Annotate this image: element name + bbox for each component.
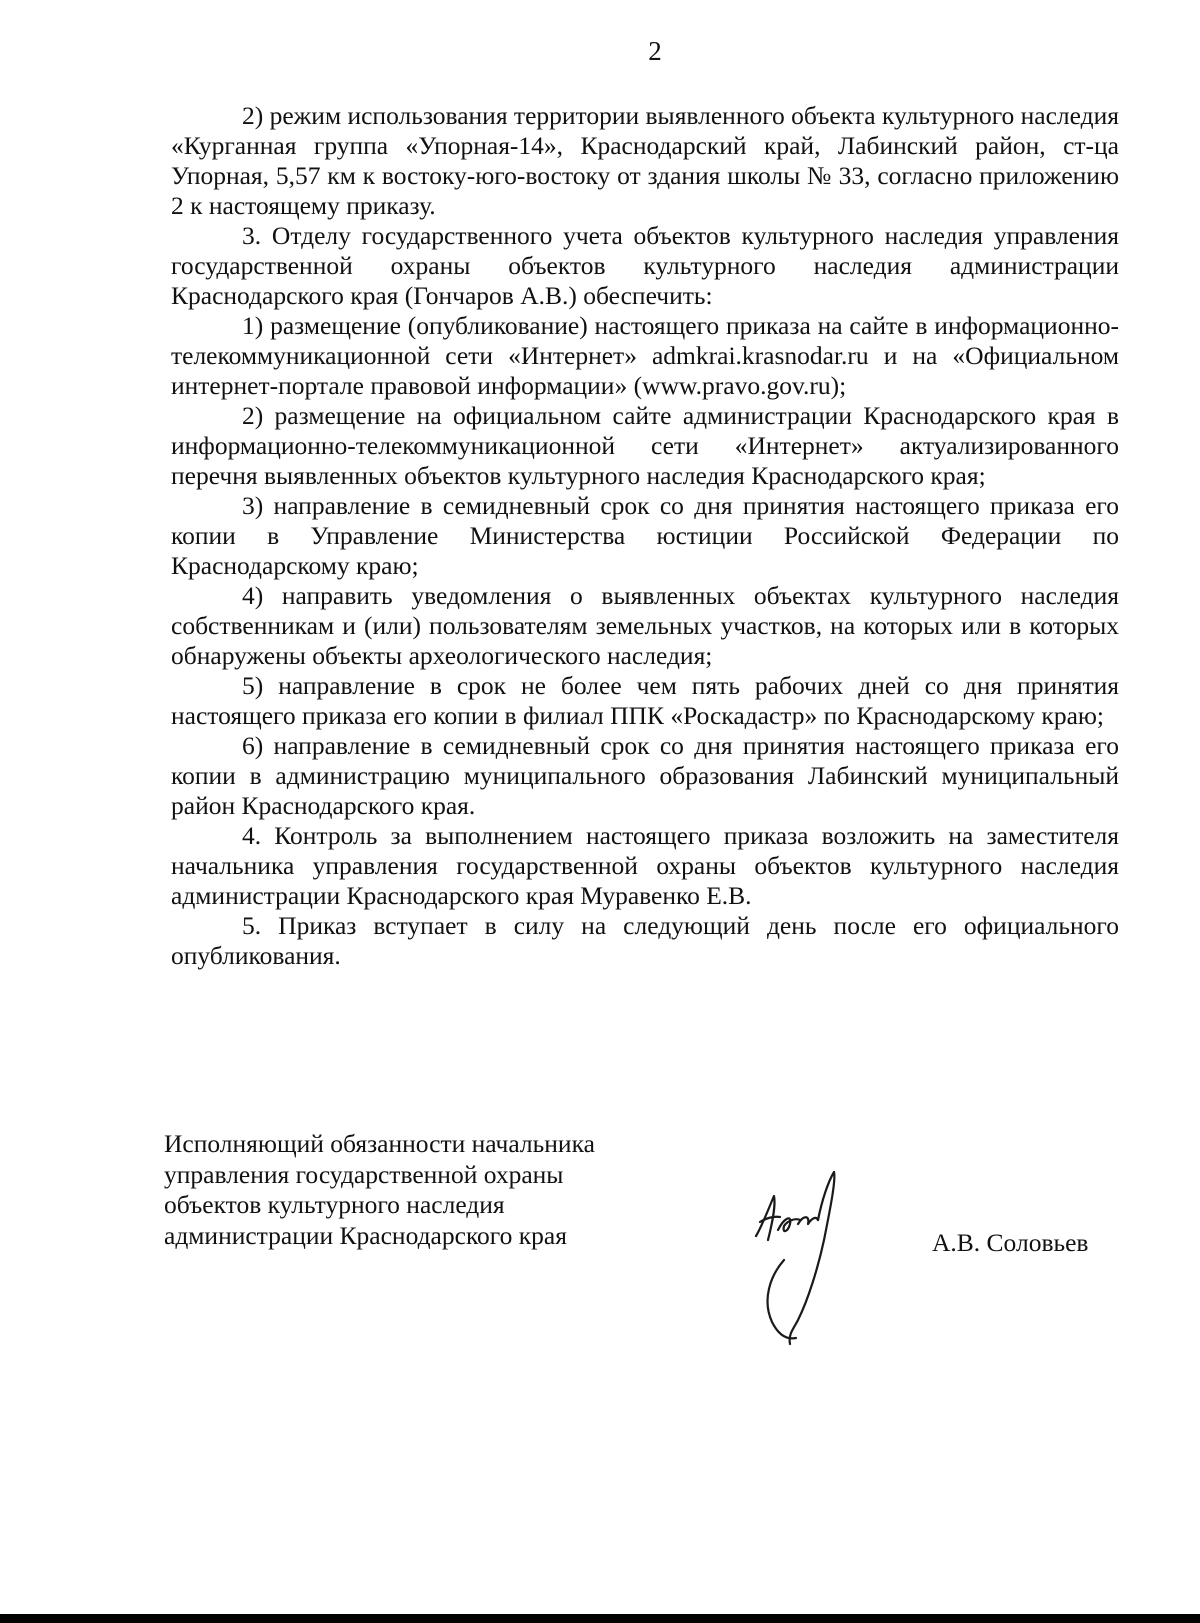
signatory-position-line: Исполняющий обязанности начальника xyxy=(164,1129,595,1158)
paragraph-clause-3-item-4: 4) направить уведомления о выявленных объектах культурного наследия собственникам и (или) пользователям земельных участков, на которых или в которых обнаружены объекты археологического наследия; xyxy=(171,581,1119,670)
document-body xyxy=(171,101,1119,971)
paragraph-clause-3-item-5: 5) направление в срок не более чем пять рабочих дней со дня принятия настоящего приказа его копии в филиал ППК «Роскадастр» по Краснодарскому краю; xyxy=(171,671,1119,730)
handwritten-signature-icon xyxy=(752,1170,848,1350)
paragraph-clause-4: 4. Контроль за выполнением настоящего приказа возложить на заместителя начальника управления государственной охраны объектов культурного наследия администрации Краснодарского края Муравенко Е.В. xyxy=(171,821,1119,910)
page-number: 2 xyxy=(648,36,662,66)
paragraph-clause-3-item-1: 1) размещение (опубликование) настоящего приказа на сайте в информационно-телекоммуникационной сети «Интернет» admkrai.krasnodar.ru и на «Официальном интернет-портале правовой информации» (www.pravo.gov.ru); xyxy=(171,311,1119,400)
paragraph-clause-3-item-2: 2) размещение на официальном сайте администрации Краснодарского края в информационно-телекоммуникационной сети «Интернет» актуализированного перечня выявленных объектов культурного наследия Краснодарского края; xyxy=(171,401,1119,490)
paragraph-clause-5: 5. Приказ вступает в силу на следующий день после его официального опубликования. xyxy=(171,911,1119,970)
scan-border xyxy=(0,1614,1200,1623)
paragraph-clause-3: 3. Отделу государственного учета объектов культурного наследия управления государственной охраны объектов культурного наследия администрации Краснодарского края (Гончаров А.В.) обеспечить: xyxy=(171,221,1119,310)
signatory-position-line: управления государственной охраны xyxy=(164,1159,564,1189)
paragraph-item-2-regime: 2) режим использования территории выявленного объекта культурного наследия «Курганная группа «Упорная-14», Краснодарский край, Лабинский район, ст-ца Упорная, 5,57 км к востоку-юго-востоку от здания школы № 33, согласно приложению 2 к настоящему приказу. xyxy=(171,101,1119,220)
signatory-position-line: объектов культурного наследия xyxy=(164,1190,505,1219)
signer-name: А.В. Соловьев xyxy=(932,1228,1089,1257)
paragraph-clause-3-item-6: 6) направление в семидневный срок со дня принятия настоящего приказа его копии в администрацию муниципального образования Лабинский муниципальный район Краснодарского края. xyxy=(171,731,1119,820)
signatory-position xyxy=(164,1129,724,1251)
paragraph-clause-3-item-3: 3) направление в семидневный срок со дня принятия настоящего приказа его копии в Управление Министерства юстиции Российской Федерации по Краснодарскому краю; xyxy=(171,491,1119,580)
signatory-position-line: администрации Краснодарского края xyxy=(164,1220,567,1250)
